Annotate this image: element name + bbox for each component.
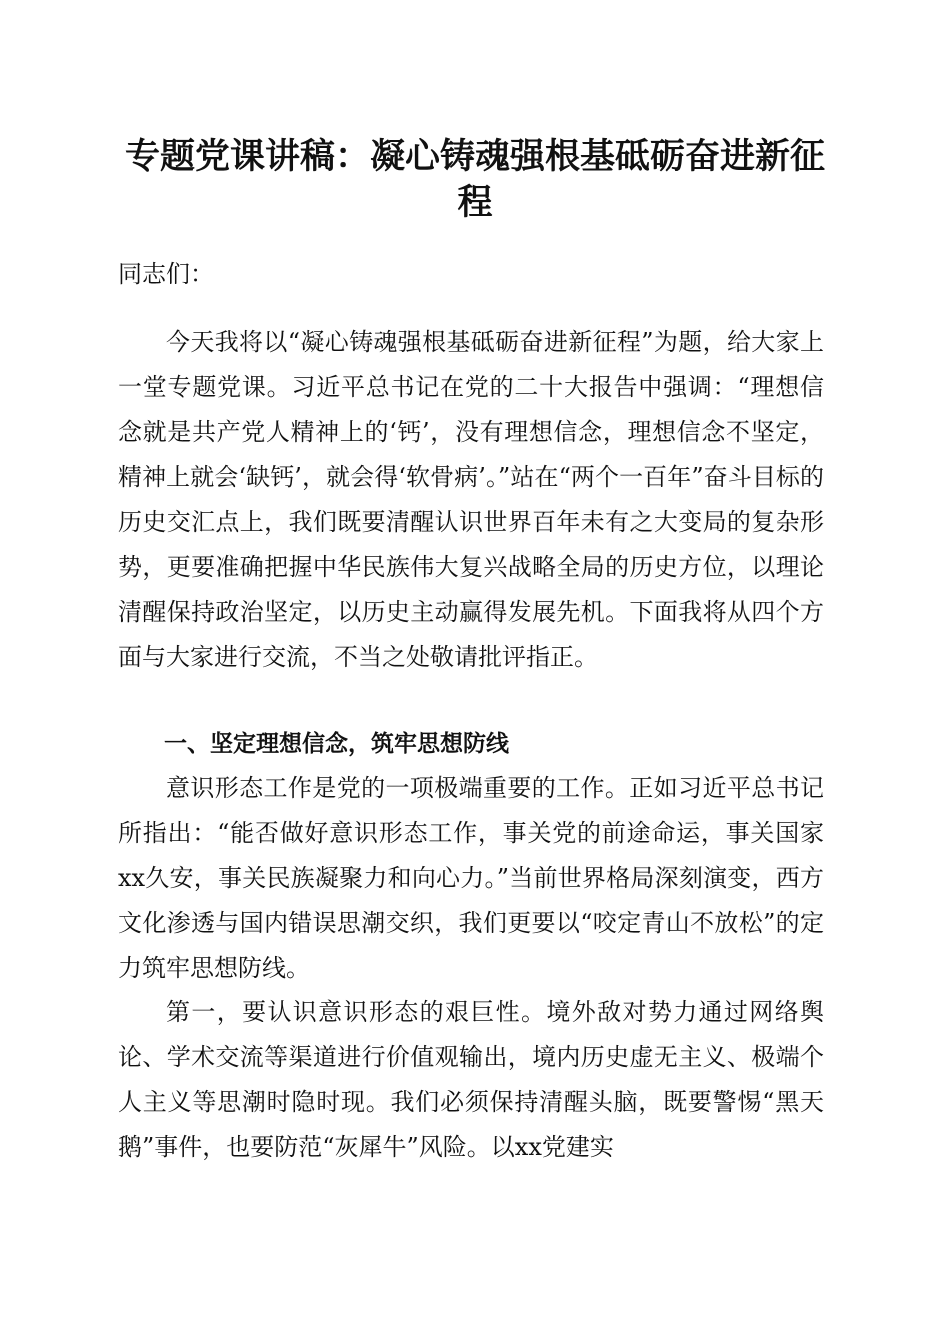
salutation: 同志们： xyxy=(118,260,214,288)
section-one-heading: 一、坚定理想信念，筑牢思想防线 xyxy=(164,731,509,757)
point-one-paragraph: 第一，要认识意识形态的艰巨性。境外敌对势力通过网络舆论、学术交流等渠道进行价值观输出，境内历史虚无主义、极端个人主义等思潮时隐时现。我们必须保持清醒头脑，既要警惕“黑天鹅”事件，也要防范“灰犀牛”风险。以xx党建实 xyxy=(118,998,824,1161)
document-title: 专题党课讲稿：凝心铸魂强根基砥砺奋进新征程 xyxy=(124,136,825,223)
intro-paragraph: 今天我将以“凝心铸魂强根基砥砺奋进新征程”为题，给大家上一堂专题党课。习近平总书记在党的二十大报告中强调：“理想信念就是共产党人精神上的‘钙’，没有理想信念，理想信念不坚定，精神上就会‘缺钙’，就会得‘软骨病’。”站在“两个一百年”奋斗目标的历史交汇点上，我们既要清醒认识世界百年未有之大变局的复杂形势，更要准确把握中华民族伟大复兴战略全局的历史方位，以理论清醒保持政治坚定，以历史主动赢得发展先机。下面我将从四个方面与大家进行交流，不当之处敬请批评指正。 xyxy=(118,328,824,671)
section-one-paragraph: 意识形态工作是党的一项极端重要的工作。正如习近平总书记所指出：“能否做好意识形态工作，事关党的前途命运，事关国家xx久安，事关民族凝聚力和向心力。”当前世界格局深刻演变，西方文化渗透与国内错误思潮交织，我们更要以“咬定青山不放松”的定力筑牢思想防线。 xyxy=(118,774,824,982)
